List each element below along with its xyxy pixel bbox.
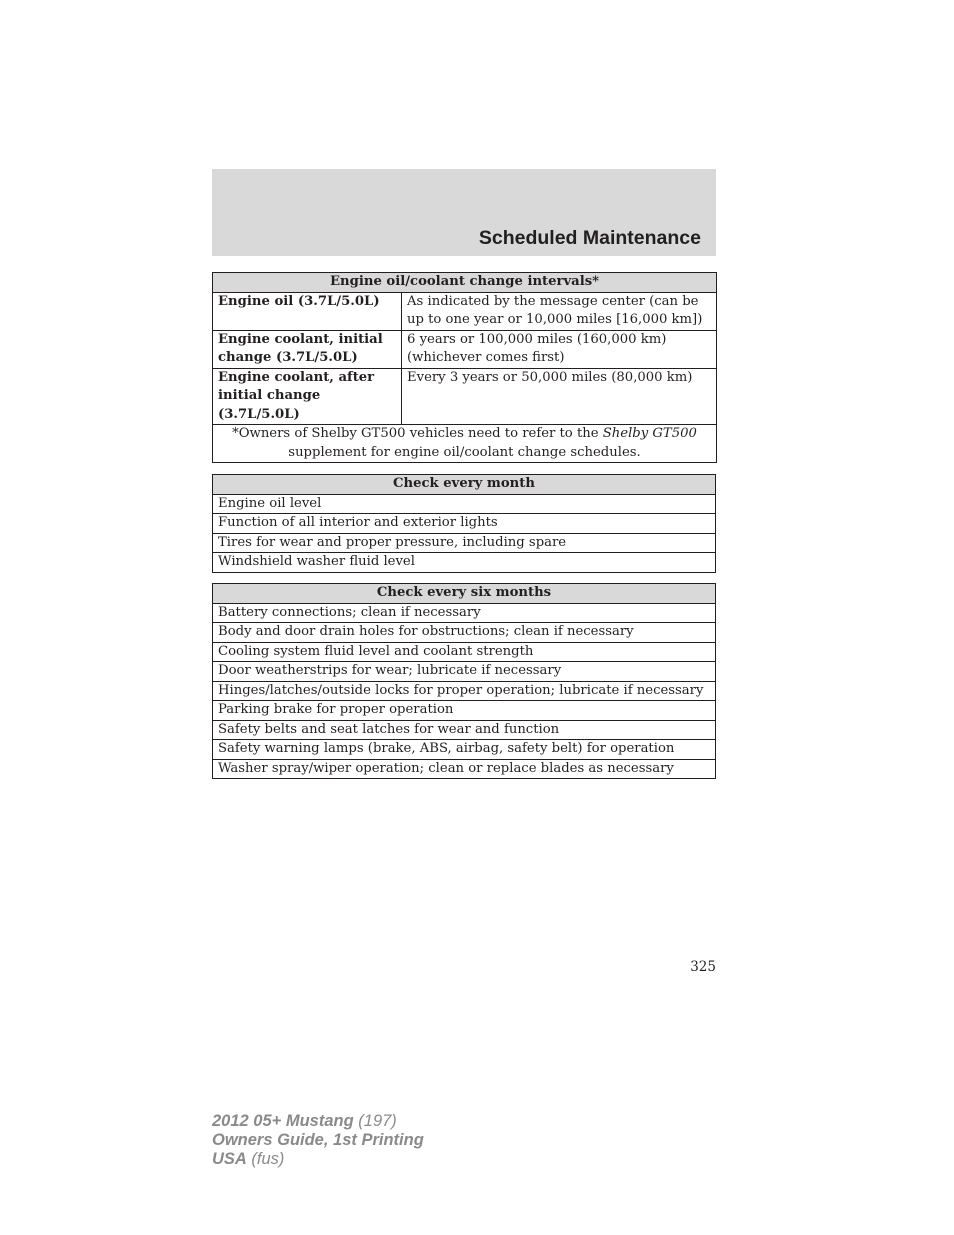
footer-market-code: (fus) [246, 1150, 285, 1168]
footer-model: 2012 05+ Mustang [212, 1112, 354, 1130]
footer-market: USA [212, 1150, 247, 1168]
list-item: Engine oil level [213, 494, 716, 514]
shelby-note [213, 425, 717, 463]
list-item: Windshield washer fluid level [213, 553, 716, 573]
page-number: 325 [690, 959, 716, 975]
list-item: Safety belts and seat latches for wear and function [213, 720, 716, 740]
footer-model-code: (197) [353, 1112, 397, 1130]
list-item: Cooling system fluid level and coolant strength [213, 642, 716, 662]
row-value: Every 3 years or 50,000 miles (80,000 km) [402, 368, 717, 425]
row-value: As indicated by the message center (can be up to one year or 10,000 miles [16,000 km]) [402, 292, 717, 330]
footer-line-market [212, 1150, 424, 1169]
table-row [213, 425, 717, 463]
six-month-table-heading: Check every six months [213, 584, 716, 604]
list-item: Function of all interior and exterior lights [213, 514, 716, 534]
footer-printing: Owners Guide, 1st Printing [212, 1131, 424, 1149]
table-row [213, 330, 717, 368]
row-label: Engine oil (3.7L/5.0L) [213, 292, 402, 330]
note-italic-text: Shelby GT500 [602, 426, 697, 441]
monthly-check-table [212, 474, 716, 573]
list-item: Safety warning lamps (brake, ABS, airbag, safety belt) for operation [213, 740, 716, 760]
list-item: Hinges/latches/outside locks for proper operation; lubricate if necessary [213, 681, 716, 701]
section-header-band [212, 169, 716, 256]
list-item: Washer spray/wiper operation; clean or replace blades as necessary [213, 759, 716, 779]
table-row [213, 368, 717, 425]
list-item: Tires for wear and proper pressure, including spare [213, 533, 716, 553]
table-row [213, 292, 717, 330]
list-item: Body and door drain holes for obstructions; clean if necessary [213, 623, 716, 643]
row-label: Engine coolant, initial change (3.7L/5.0L) [213, 330, 402, 368]
monthly-table-heading: Check every month [213, 475, 716, 495]
row-value: 6 years or 100,000 miles (160,000 km) (whichever comes first) [402, 330, 717, 368]
oil-coolant-interval-table [212, 272, 717, 463]
oil-table-heading: Engine oil/coolant change intervals* [213, 273, 717, 293]
document-footer [212, 1112, 424, 1169]
note-text: *Owners of Shelby GT500 vehicles need to refer to the [232, 426, 603, 441]
list-item: Door weatherstrips for wear; lubricate if necessary [213, 662, 716, 682]
list-item: Battery connections; clean if necessary [213, 603, 716, 623]
note-text-end: supplement for engine oil/coolant change schedules. [288, 444, 641, 460]
six-month-check-table [212, 583, 716, 779]
row-label: Engine coolant, after initial change (3.7L/5.0L) [213, 368, 402, 425]
section-title: Scheduled Maintenance [478, 227, 701, 249]
footer-line-model [212, 1112, 424, 1131]
list-item: Parking brake for proper operation [213, 701, 716, 721]
